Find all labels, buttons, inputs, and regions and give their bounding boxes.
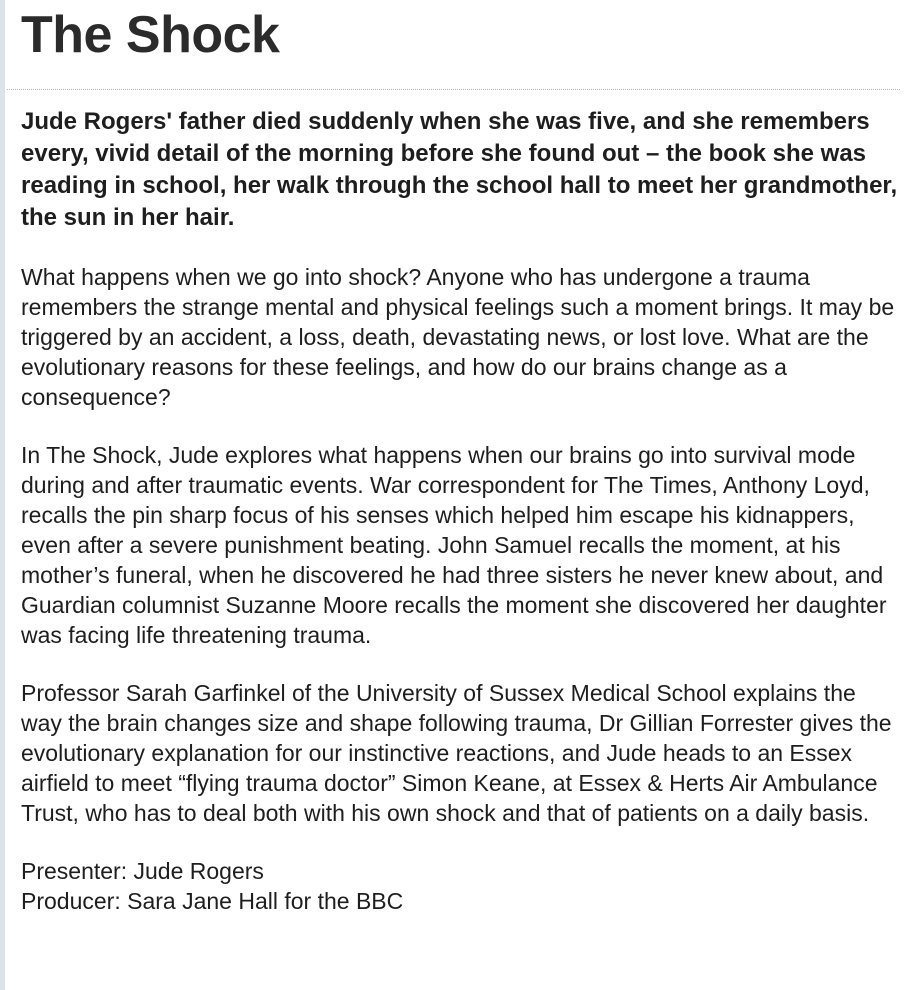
body-paragraph: Professor Sarah Garfinkel of the University of Sussex Medical School explains the way the brain changes size and shape following trauma, Dr Gillian Forrester gives the evolutionary explanation for our instinctive reactions, and Jude heads to an Essex airfield to meet “flying trauma doctor” Simon Keane, at Essex & Herts Air Ambulance Trust, who has to deal both with his own shock and that of patients on a daily basis.: [21, 680, 892, 826]
title-divider: [7, 89, 900, 90]
article-content: [21, 0, 899, 916]
programme-credits: [21, 856, 899, 916]
body-paragraph: What happens when we go into shock? Anyone who has undergone a trauma remembers the strange mental and physical feelings such a moment brings. It may be triggered by an accident, a loss, death, devastating news, or lost love. What are the evolutionary reasons for these feelings, and how do our brains change as a consequence?: [21, 264, 895, 410]
left-border-rule: [0, 0, 5, 990]
body-paragraph: In The Shock, Jude explores what happens when our brains go into survival mode during and after traumatic events. War correspondent for The Times, Anthony Loyd, recalls the pin sharp focus of his senses which helped him escape his kidnappers, even after a severe punishment beating. John Samuel recalls the moment, at his mother’s funeral, when he discovered he had three sisters he never knew about, and Guardian columnist Suzanne Moore recalls the moment she discovered her daughter was facing life threatening trauma.: [21, 442, 887, 648]
article-standfirst: Jude Rogers' father died suddenly when she was five, and she remembers every, vivid detail of the morning before she found out – the book she was reading in school, her walk through the school hall to meet her grandmother, the sun in her hair.: [21, 108, 898, 231]
presenter-credit: Presenter: Jude Rogers: [21, 858, 264, 884]
page-title: The Shock: [21, 6, 280, 64]
producer-credit: Producer: Sara Jane Hall for the BBC: [21, 888, 404, 914]
